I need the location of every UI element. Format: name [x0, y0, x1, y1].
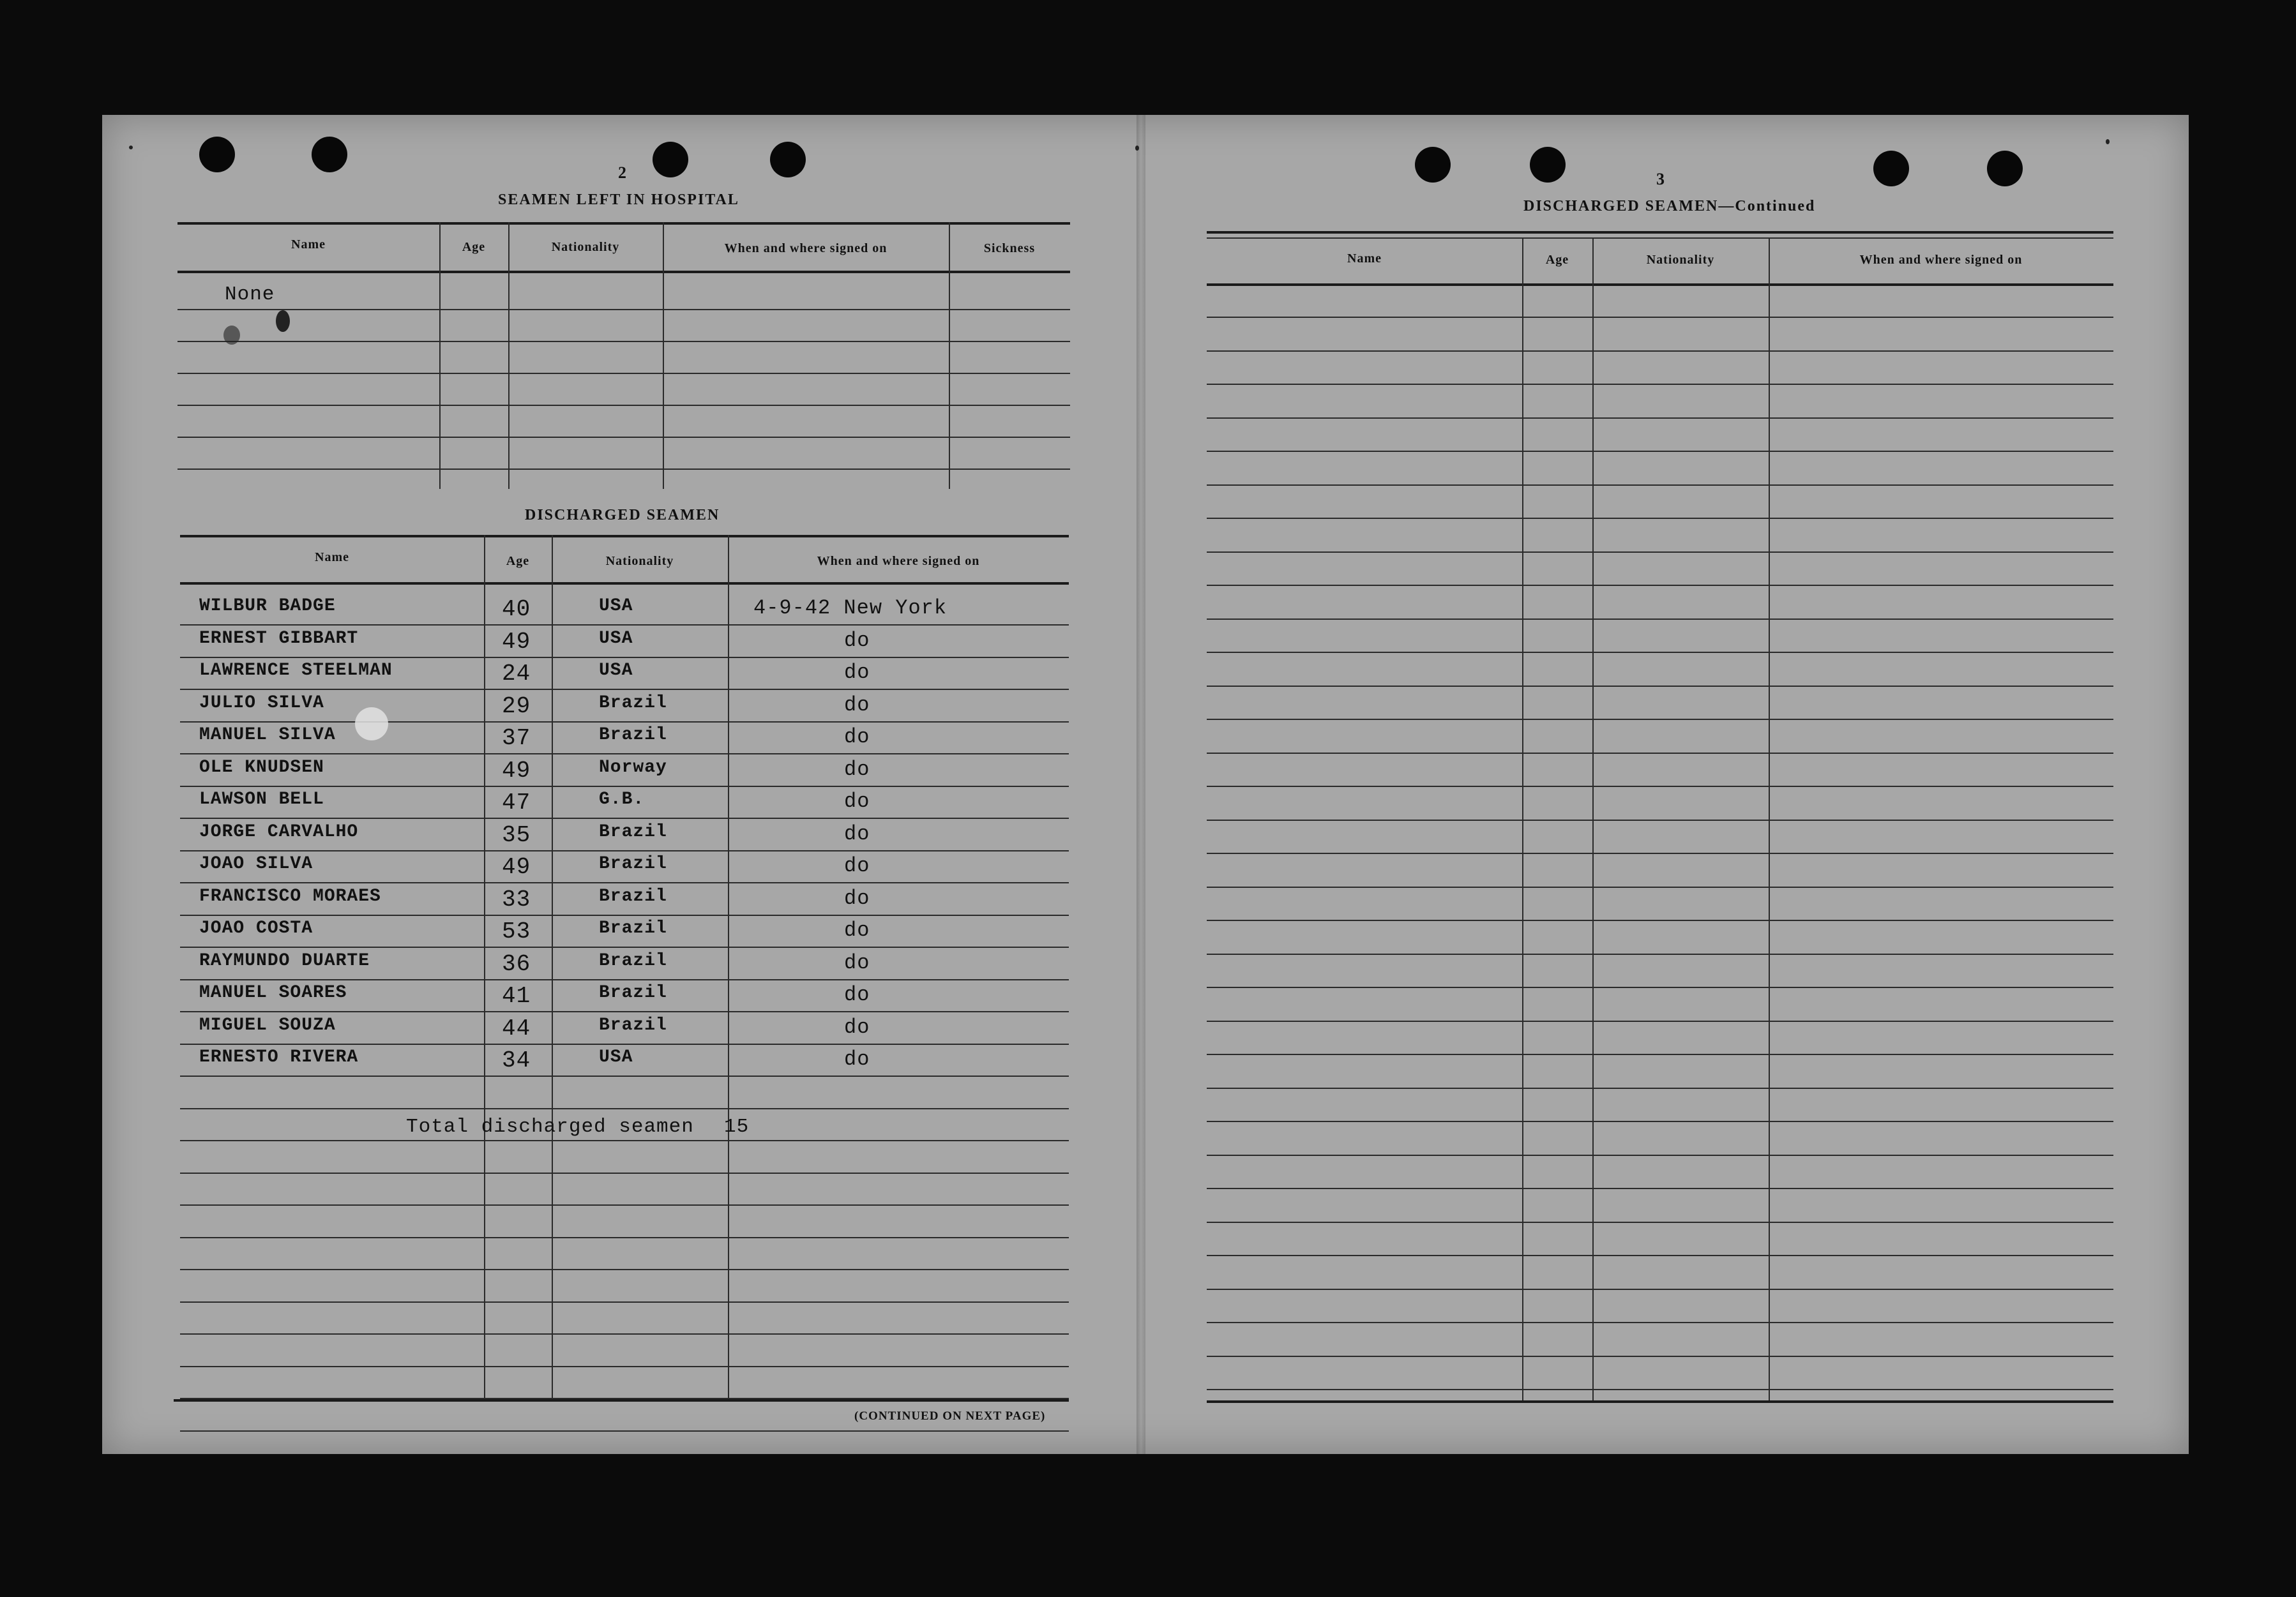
seaman-age: 24 [502, 661, 531, 687]
ruled-line [1207, 719, 2113, 720]
ruled-line [1207, 518, 2113, 519]
hospital-entry: None [225, 283, 275, 306]
ruled-line [180, 1301, 1069, 1303]
seaman-nationality: Brazil [599, 821, 667, 842]
page-number: 2 [618, 163, 627, 182]
ruled-line [1207, 484, 2113, 486]
seaman-signed-on: do [844, 757, 870, 781]
table-row [180, 629, 1069, 661]
paper-spot [355, 707, 388, 740]
ruled-line [180, 1204, 1069, 1206]
seaman-name: WILBUR BADGE [199, 596, 336, 616]
seaman-nationality: Norway [599, 757, 667, 777]
continued-footer: (CONTINUED ON NEXT PAGE) [854, 1409, 1046, 1423]
ruled-line [1207, 1054, 2113, 1055]
column-header-age: Age [462, 240, 486, 254]
ruled-line [1207, 1255, 2113, 1256]
table-row [180, 951, 1069, 984]
seaman-age: 49 [502, 628, 531, 655]
table-row [180, 1047, 1069, 1080]
table-row [180, 693, 1069, 726]
ruled-line [1207, 786, 2113, 787]
table-row [180, 596, 1069, 629]
seaman-name: ERNESTO RIVERA [199, 1047, 359, 1067]
ruled-line [180, 1366, 1069, 1367]
hospital-table [177, 222, 1070, 489]
ruled-line [1207, 1188, 2113, 1189]
seaman-nationality: USA [599, 596, 633, 616]
seaman-age: 36 [502, 950, 531, 977]
ruled-line [1207, 1021, 2113, 1022]
seaman-name: JOAO COSTA [199, 918, 313, 938]
punch-hole [1530, 147, 1566, 183]
seaman-nationality: G.B. [599, 790, 645, 809]
ruled-line [1207, 753, 2113, 754]
column-header-signed-on: When and where signed on [724, 241, 887, 255]
seaman-name: JULIO SILVA [199, 693, 324, 713]
seaman-signed-on: do [844, 918, 870, 942]
seaman-signed-on: do [844, 950, 870, 975]
ruled-line [1207, 1088, 2113, 1089]
table-row [180, 918, 1069, 951]
page-number: 3 [1656, 170, 1665, 188]
seaman-name: JOAO SILVA [199, 854, 313, 874]
table-row [180, 854, 1069, 887]
seaman-signed-on: do [844, 693, 870, 717]
column-header-name: Name [291, 237, 326, 251]
seaman-name: LAWRENCE STEELMAN [199, 661, 393, 680]
ruled-line [1207, 1389, 2113, 1390]
ruled-line [1207, 1322, 2113, 1323]
punch-hole [199, 137, 235, 172]
seaman-signed-on: do [844, 1015, 870, 1039]
ruled-line [180, 1108, 1069, 1109]
ruled-line [1207, 1155, 2113, 1156]
seaman-nationality: USA [599, 1047, 633, 1067]
seaman-signed-on: do [844, 983, 870, 1007]
punch-hole [770, 142, 806, 177]
column-header-age: Age [1545, 253, 1569, 267]
ruled-line [180, 1173, 1069, 1174]
column-header-age: Age [506, 554, 530, 568]
seaman-signed-on: do [844, 886, 870, 910]
ruled-line [1207, 1356, 2113, 1357]
seaman-name: JORGE CARVALHO [199, 821, 359, 842]
seaman-nationality: Brazil [599, 886, 667, 906]
table-row [180, 822, 1069, 855]
punch-hole [653, 142, 688, 177]
discharged-continued-title: DISCHARGED SEAMEN—Continued [1523, 198, 1816, 214]
discharged-section-title: DISCHARGED SEAMEN [525, 507, 720, 523]
seaman-age: 35 [502, 821, 531, 848]
seaman-age: 40 [502, 596, 531, 622]
seaman-age: 41 [502, 983, 531, 1009]
seaman-name: FRANCISCO MORAES [199, 886, 381, 906]
seaman-nationality: USA [599, 628, 633, 649]
ruled-line [1207, 652, 2113, 653]
seaman-name: LAWSON BELL [199, 790, 324, 809]
page-fold [1137, 115, 1145, 1454]
ruled-line [180, 1269, 1069, 1270]
column-header-sickness: Sickness [983, 241, 1036, 255]
seaman-name: ERNEST GIBBART [199, 628, 359, 649]
seaman-age: 34 [502, 1047, 531, 1074]
ruled-line [180, 1237, 1069, 1238]
seaman-nationality: Brazil [599, 918, 667, 938]
column-header-nationality: Nationality [551, 240, 620, 254]
paper-mark [2106, 139, 2110, 144]
seaman-nationality: Brazil [599, 854, 667, 874]
column-header-nationality: Nationality [1646, 253, 1715, 267]
seaman-age: 53 [502, 918, 531, 945]
ruled-line [1207, 1289, 2113, 1290]
table-row [180, 790, 1069, 822]
ruled-line [1207, 350, 2113, 352]
seaman-nationality: USA [599, 661, 633, 680]
seaman-name: OLE KNUDSEN [199, 757, 324, 777]
table-row [180, 1016, 1069, 1048]
total-discharged-label: Total discharged seamen [406, 1116, 694, 1138]
seaman-name: MANUEL SILVA [199, 725, 336, 745]
table-row [180, 758, 1069, 790]
column-header-signed-on: When and where signed on [1859, 253, 2023, 267]
seaman-nationality: Brazil [599, 725, 667, 745]
ruled-line [1207, 585, 2113, 586]
seaman-name: MIGUEL SOUZA [199, 1015, 336, 1035]
seaman-nationality: Brazil [599, 983, 667, 1003]
seaman-age: 49 [502, 854, 531, 880]
ruled-line [1207, 686, 2113, 687]
seaman-signed-on: do [844, 821, 870, 846]
table-row [180, 983, 1069, 1016]
ruled-line [1207, 317, 2113, 318]
paper-mark [1135, 146, 1139, 151]
ruled-line [1207, 987, 2113, 988]
seaman-signed-on: do [844, 854, 870, 878]
seaman-signed-on: do [844, 725, 870, 749]
paper-mark [129, 146, 133, 149]
discharged-continued-table [1207, 231, 2113, 1407]
ruled-line [1207, 887, 2113, 888]
seaman-age: 47 [502, 790, 531, 816]
seaman-signed-on: do [844, 661, 870, 684]
ruled-line [1207, 1222, 2113, 1223]
seaman-age: 29 [502, 693, 531, 719]
ruled-line [1207, 384, 2113, 385]
table-row [180, 725, 1069, 758]
ruled-line [180, 1430, 1069, 1432]
table-row [180, 661, 1069, 693]
seaman-age: 33 [502, 886, 531, 913]
hospital-section-title: SEAMEN LEFT IN HOSPITAL [498, 191, 739, 208]
seaman-nationality: Brazil [599, 1015, 667, 1035]
seaman-name: MANUEL SOARES [199, 983, 347, 1003]
ruled-line [180, 1333, 1069, 1335]
ruled-line [1207, 417, 2113, 419]
seaman-age: 37 [502, 725, 531, 751]
ruled-line [1207, 853, 2113, 854]
ruled-line [1207, 920, 2113, 921]
punch-hole [312, 137, 347, 172]
seaman-age: 49 [502, 757, 531, 784]
ink-blot [223, 326, 240, 345]
discharged-table [180, 535, 1069, 1404]
seaman-name: RAYMUNDO DUARTE [199, 950, 370, 971]
table-row [180, 887, 1069, 919]
ruled-line [1207, 451, 2113, 452]
seaman-age: 44 [502, 1015, 531, 1042]
ruled-line [1207, 619, 2113, 620]
ruled-line [1207, 1121, 2113, 1122]
ruled-line [180, 1140, 1069, 1141]
seaman-signed-on: 4-9-42 New York [753, 596, 948, 620]
seaman-nationality: Brazil [599, 950, 667, 971]
ink-blot [276, 310, 290, 332]
seaman-signed-on: do [844, 1047, 870, 1071]
column-header-nationality: Nationality [605, 554, 674, 568]
ruled-line [1207, 551, 2113, 553]
seaman-signed-on: do [844, 790, 870, 813]
seaman-nationality: Brazil [599, 693, 667, 713]
ruled-line [1207, 954, 2113, 955]
total-discharged-value: 15 [724, 1116, 750, 1138]
seaman-signed-on: do [844, 628, 870, 652]
column-header-name: Name [315, 550, 349, 564]
punch-hole [1415, 147, 1451, 183]
column-header-name: Name [1347, 251, 1382, 266]
punch-hole [1873, 151, 1909, 186]
ruled-line [1207, 820, 2113, 821]
punch-hole [1987, 151, 2023, 186]
column-header-signed-on: When and where signed on [817, 554, 980, 568]
